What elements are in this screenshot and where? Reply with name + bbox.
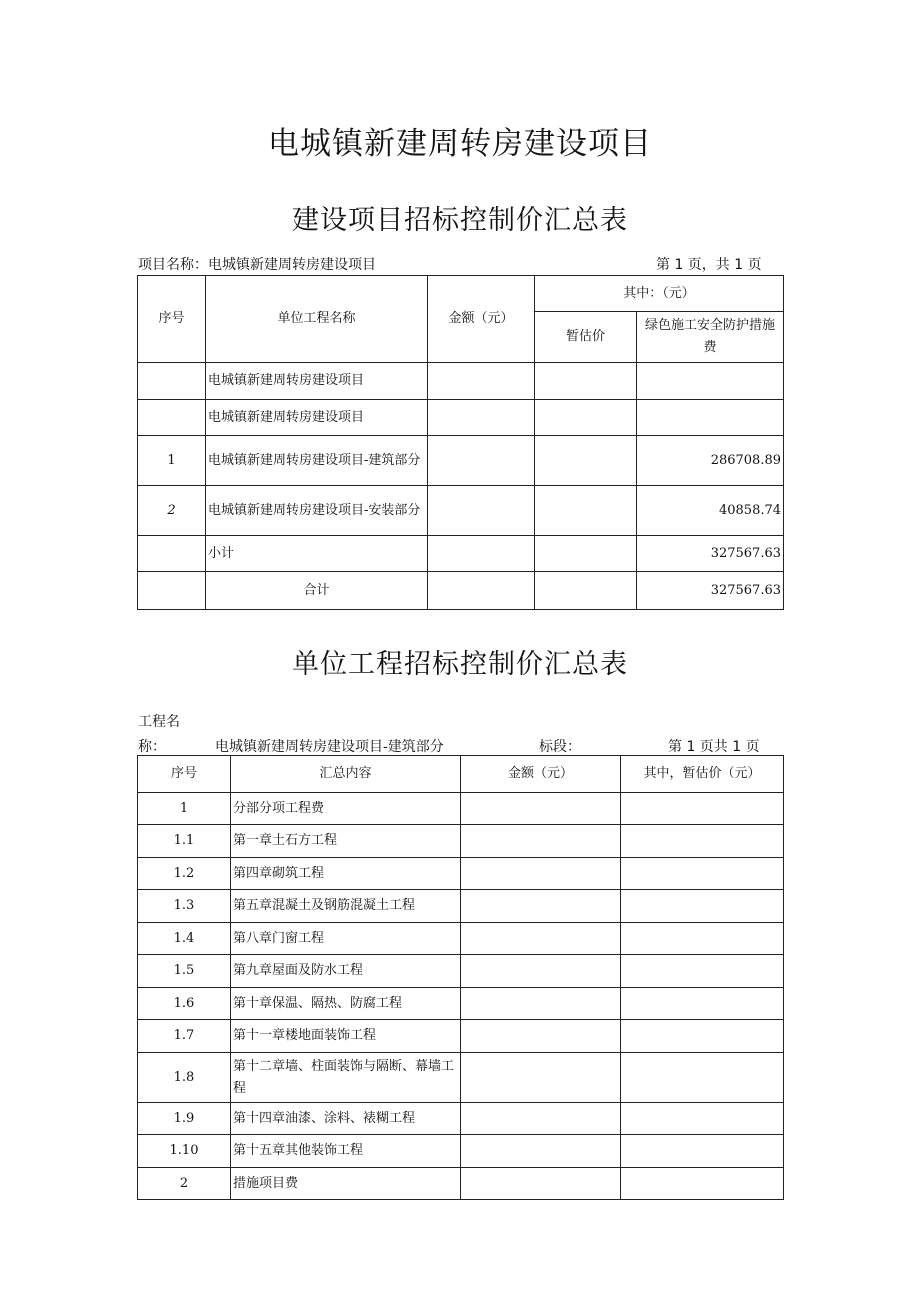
table-row — [138, 536, 784, 572]
row-amount — [428, 363, 535, 400]
header-green-fee: 绿色施工安全防护措施费 — [637, 312, 784, 363]
total-row — [138, 572, 784, 610]
row-amount — [428, 400, 535, 436]
total-provisional — [535, 572, 637, 610]
row-name: 电城镇新建周转房建设项目 — [206, 363, 428, 400]
row-content: 分部分项工程费 — [231, 793, 461, 825]
table-row — [138, 923, 784, 955]
page-indicator: 第 1 页，共 1 页 — [656, 257, 762, 273]
table-row — [138, 1103, 784, 1135]
row-content: 第十二章墙、柱面装饰与隔断、幕墙工程 — [231, 1053, 461, 1103]
unit-header-provisional: 其中，暂估价（元） — [621, 756, 784, 793]
row-provisional — [621, 793, 784, 825]
table-row — [138, 1168, 784, 1200]
project-summary-table — [137, 275, 784, 610]
row-fee: 327567.63 — [637, 536, 784, 572]
row-content: 第十一章楼地面装饰工程 — [231, 1020, 461, 1053]
row-content: 第一章土石方工程 — [231, 825, 461, 858]
section-label: 标段： — [539, 739, 581, 755]
row-no: 1.8 — [138, 1053, 231, 1103]
header-amount: 金额（元） — [428, 276, 535, 363]
row-fee: 40858.74 — [637, 486, 784, 536]
unit-table-title: 单位工程招标控制价汇总表 — [292, 649, 628, 680]
row-provisional — [621, 1168, 784, 1200]
row-provisional — [621, 955, 784, 988]
table-row — [138, 793, 784, 825]
row-amount — [461, 923, 621, 955]
unit-summary-table — [137, 755, 784, 1200]
row-no: 1 — [138, 436, 206, 486]
row-no: 1.6 — [138, 988, 231, 1020]
row-provisional — [621, 890, 784, 923]
row-provisional — [621, 923, 784, 955]
table-row — [138, 436, 784, 486]
row-provisional — [621, 1135, 784, 1168]
row-amount — [428, 486, 535, 536]
document-title: 电城镇新建周转房建设项目 — [268, 126, 652, 162]
row-name: 电城镇新建周转房建设项目-安装部分 — [206, 486, 428, 536]
row-amount — [461, 955, 621, 988]
total-label: 合计 — [206, 572, 428, 610]
table-row — [138, 400, 784, 436]
row-name: 电城镇新建周转房建设项目-建筑部分 — [206, 436, 428, 486]
row-no — [138, 400, 206, 436]
row-provisional — [535, 486, 637, 536]
row-content: 第四章砌筑工程 — [231, 858, 461, 890]
row-provisional — [535, 400, 637, 436]
table-row — [138, 825, 784, 858]
row-no: 2 — [138, 486, 206, 536]
row-provisional — [621, 1020, 784, 1053]
row-content: 第九章屋面及防水工程 — [231, 955, 461, 988]
row-content: 措施项目费 — [231, 1168, 461, 1200]
row-content: 第十章保温、隔热、防腐工程 — [231, 988, 461, 1020]
row-amount — [461, 825, 621, 858]
table-row — [138, 988, 784, 1020]
row-amount — [428, 536, 535, 572]
row-amount — [461, 988, 621, 1020]
row-fee — [637, 363, 784, 400]
unit-header-no: 序号 — [138, 756, 231, 793]
row-provisional — [621, 858, 784, 890]
row-no: 1.3 — [138, 890, 231, 923]
total-no — [138, 572, 206, 610]
total-amount — [428, 572, 535, 610]
row-content: 第十五章其他装饰工程 — [231, 1135, 461, 1168]
unit-project-label-b: 称： — [138, 739, 166, 755]
row-amount — [461, 793, 621, 825]
row-no: 1.10 — [138, 1135, 231, 1168]
row-name: 小计 — [206, 536, 428, 572]
row-fee — [637, 400, 784, 436]
row-fee: 286708.89 — [637, 436, 784, 486]
total-fee: 327567.63 — [637, 572, 784, 610]
row-amount — [461, 1020, 621, 1053]
table-row — [138, 955, 784, 988]
summary-table-title: 建设项目招标控制价汇总表 — [292, 205, 628, 236]
row-no: 1.9 — [138, 1103, 231, 1135]
table-row — [138, 858, 784, 890]
table-row — [138, 1020, 784, 1053]
unit-project-name: 电城镇新建周转房建设项目-建筑部分 — [215, 739, 444, 755]
row-name: 电城镇新建周转房建设项目 — [206, 400, 428, 436]
row-provisional — [621, 1103, 784, 1135]
unit-header-amount: 金额（元） — [461, 756, 621, 793]
row-no: 1.1 — [138, 825, 231, 858]
unit-page-indicator: 第 1 页共 1 页 — [668, 739, 760, 755]
table-row — [138, 486, 784, 536]
row-no: 1 — [138, 793, 231, 825]
row-amount — [461, 858, 621, 890]
row-no: 1.5 — [138, 955, 231, 988]
unit-project-label-a: 工程名 — [138, 714, 180, 730]
table-row — [138, 890, 784, 923]
row-provisional — [535, 536, 637, 572]
row-amount — [461, 890, 621, 923]
row-no: 2 — [138, 1168, 231, 1200]
row-provisional — [621, 1053, 784, 1103]
table-row — [138, 1053, 784, 1103]
table-row — [138, 1135, 784, 1168]
row-provisional — [535, 363, 637, 400]
row-amount — [461, 1135, 621, 1168]
row-no: 1.2 — [138, 858, 231, 890]
row-amount — [461, 1053, 621, 1103]
unit-header-content: 汇总内容 — [231, 756, 461, 793]
header-provisional: 暂估价 — [535, 312, 637, 363]
row-content: 第十四章油漆、涂料、裱糊工程 — [231, 1103, 461, 1135]
row-amount — [461, 1168, 621, 1200]
row-no: 1.7 — [138, 1020, 231, 1053]
row-provisional — [621, 825, 784, 858]
row-provisional — [621, 988, 784, 1020]
row-no — [138, 536, 206, 572]
row-content: 第八章门窗工程 — [231, 923, 461, 955]
header-name: 单位工程名称 — [206, 276, 428, 363]
project-name-label: 项目名称：电城镇新建周转房建设项目 — [138, 257, 376, 273]
table-row — [138, 363, 784, 400]
row-amount — [428, 436, 535, 486]
header-no: 序号 — [138, 276, 206, 363]
row-content: 第五章混凝土及钢筋混凝土工程 — [231, 890, 461, 923]
row-no: 1.4 — [138, 923, 231, 955]
row-no — [138, 363, 206, 400]
row-amount — [461, 1103, 621, 1135]
header-of-which: 其中：（元） — [535, 276, 784, 312]
row-provisional — [535, 436, 637, 486]
